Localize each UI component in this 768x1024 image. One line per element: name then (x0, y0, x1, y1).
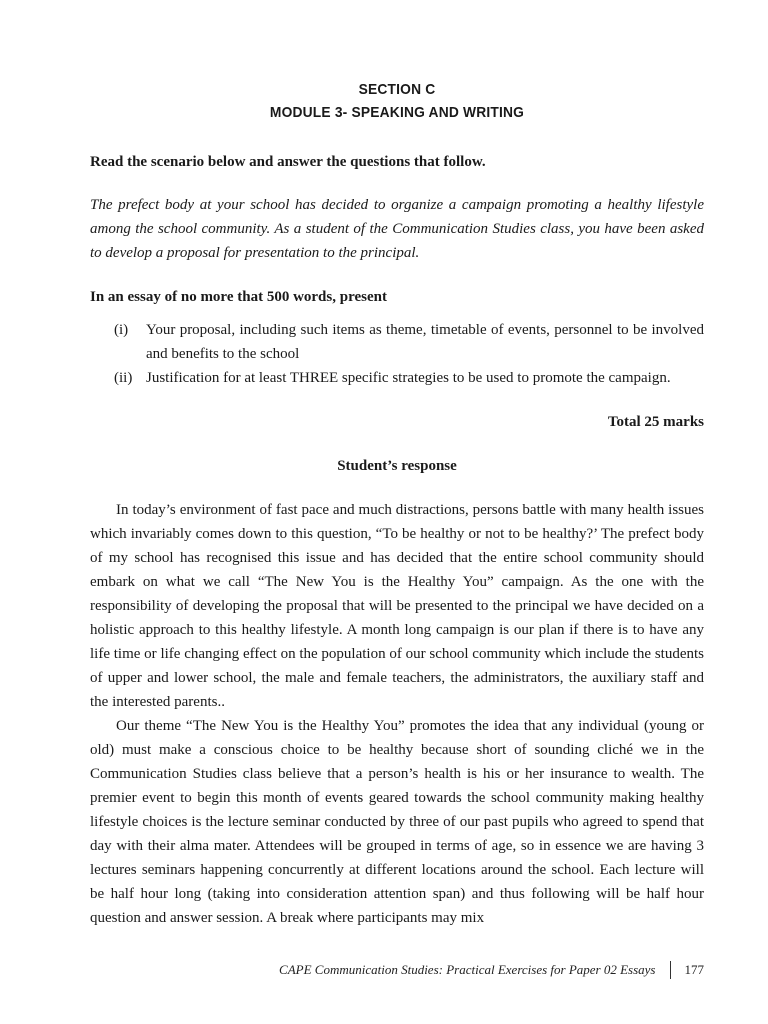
instruction-text: Read the scenario below and answer the questions that follow. (90, 154, 486, 170)
response-paragraph: Our theme “The New You is the Healthy You” promotes the idea that any individual (young or old) must make a conscious choice to be healthy because short of sounding cliché we in the Communication Studies class believe that a person’s health is his or her insurance to wealth. The premier event to begin this month of events geared towards the school community making healthy lifestyle choices is the lecture seminar conducted by three of our past pupils who agreed to spend that day with their alma mater. Attendees will be grouped in terms of age, so in essence we are having 3 lectures seminars happening concurrently at different locations around the school. Each lecture will be half hour long (taking into consideration attention span) and thus following will be half hour question and answer session. A break where participants may mix (90, 718, 704, 926)
question-number: (ii) (114, 370, 133, 386)
total-marks: Total 25 marks (607, 414, 704, 430)
footer-book-title: CAPE Communication Studies: Practical Exercises for Paper 02 Essays (279, 962, 656, 977)
question-list (90, 318, 704, 390)
question-item (90, 366, 704, 390)
question-text: Justification for at least THREE specific strategies to be used to promote the campaign. (146, 370, 671, 386)
module-heading: MODULE 3- SPEAKING AND WRITING (269, 104, 525, 121)
page-number: 177 (684, 962, 704, 977)
page-footer (279, 960, 704, 980)
response-title: Student’s response (337, 458, 457, 474)
response-paragraph: In today’s environment of fast pace and much distractions, persons battle with many health issues which invariably comes down to this question, “To be healthy or not to be healthy?’ The prefect body of my school has recognised this issue and has decided that the entire school community should embark on what we call “The New You is the Healthy You” campaign. As the one with the responsibility of developing the proposal that will be presented to the principal we have decided on a holistic approach to this healthy lifestyle. A month long campaign is our plan if there is to have any life time or life changing effect on the population of our school community which include the students of upper and lower school, the male and female teachers, the administrators, the auxiliary staff and the interested parents.. (90, 502, 704, 710)
scenario-text: The prefect body at your school has decided to organize a campaign promoting a healthy lifestyle among the school community. As a student of the Communication Studies class, you have been asked to develop a proposal for presentation to the principal. (90, 197, 704, 261)
question-item (90, 318, 704, 366)
question-number: (i) (114, 322, 129, 338)
question-text: Your proposal, including such items as theme, timetable of events, personnel to be involved and benefits to the school (146, 322, 704, 362)
task-prompt: In an essay of no more that 500 words, present (90, 289, 387, 305)
footer-divider (670, 961, 671, 979)
document-page (90, 78, 704, 930)
section-heading: SECTION C (358, 81, 436, 98)
